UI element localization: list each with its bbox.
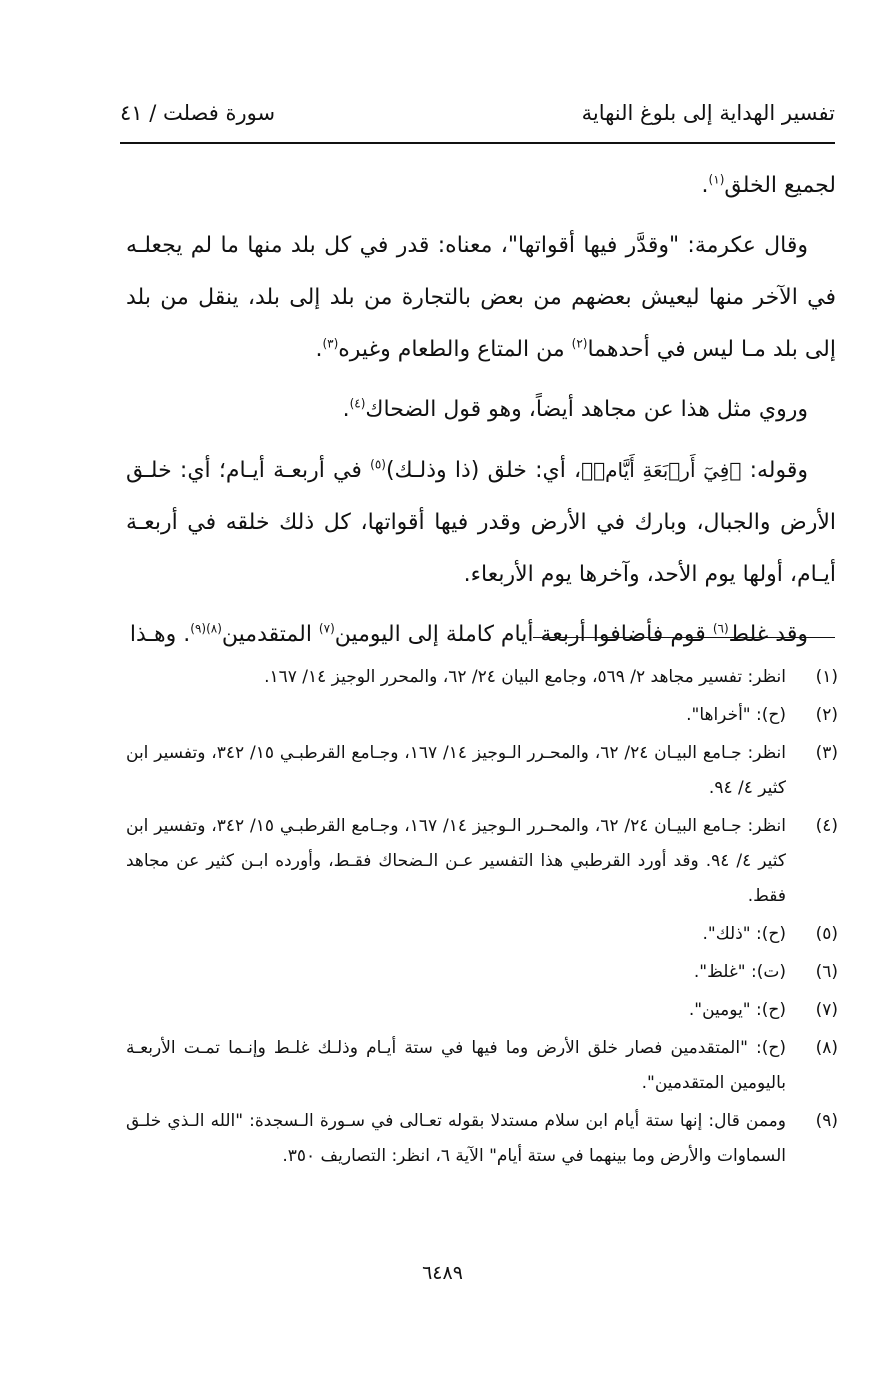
paragraph-2: وقال عكرمة: "وقدَّر فيها أقواتها"، معناه: قدر في كل بلد منها ما لم يجعلـه في الآخر منها ليعيش بعضهم من بعض بالتجارة من بلد إلى بلد، ينقل من بلد إلى بلد مـا ليس في أحدهما$^{(٢)}$ من المتاع والطعام وغيره$^{(٣)}$. [126,233,836,362]
footnote-6: (٦) (ت): "غلظ". [693,962,838,982]
footnote-ref: (١) [708,172,725,187]
footnotes [126,660,838,1177]
paragraph-4: وقوله: ﴿فِيٓ أَرۡبَعَةِ أَيَّامٖ﴾، أي: خلق (ذا وذلـك)$^{(٥)}$ في أربعـة أيـام؛ أي: خلـق الأرض والجبال، وبارك في الأرض وقدر فيها أقواتها، كل ذلك خلقه في أربعـة أيـام، أولها يوم الأحد، وآخرها يوم الأربعاء. [126,457,836,587]
paragraph-1: لجميع الخلق$^{(١)}$. [701,172,836,198]
footnote-ref: (٦) [712,621,729,636]
paragraph-3: وروي مثل هذا عن مجاهد أيضاً، وهو قول الضحاك$^{(٤)}$. [342,396,808,422]
footnote-1: (١) انظر: تفسير مجاهد ٢/ ٥٦٩، وجامع البيان ٢٤/ ٦٢، والمحرر الوجيز ١٤/ ١٦٧. [264,667,838,687]
footnote-ref: (٥) [370,457,386,472]
footnote-ref: (٣) [322,336,339,351]
running-header [120,98,835,128]
footnote-ref: (٤) [349,396,366,411]
surah-reference: سورة فصلت / ٤١ [120,101,276,125]
footnote-9: (٩) وممن قال: إنها ستة أيام ابن سلام مستدلا بقوله تعـالى في سـورة الـسجدة: "الله الـذي خلـق السماوات والأرض وما بينهما في ستة أيام" الآية ٦، انظر: التصاريف ٣٥٠. [126,1111,838,1166]
main-text [126,160,836,661]
footnote-3: (٣) انظر: جـامع البيـان ٢٤/ ٦٢، والمحـرر الـوجيز ١٤/ ١٦٧، وجـامع القرطبـي ١٥/ ٣٤٢، وتفسير ابن كثير ٤/ ٩٤. [126,743,838,798]
paragraph-5: وقد غلط$^{(٦)}$ قوم فأضافوا أربعة أيام كاملة إلى اليومين$^{(٧)}$ المتقدمين$^{(٨)(٩)}$. وهـذا [129,621,808,647]
page-number: ٦٤٨٩ [422,1262,463,1284]
footnote-5: (٥) (ح): "ذلك". [702,924,838,944]
header-rule [120,142,835,144]
footnote-ref: (٧) [318,621,335,636]
book-title: تفسير الهداية إلى بلوغ النهاية [581,101,835,125]
footnote-2: (٢) (ح): "أخراها". [686,705,838,725]
footnote-4: (٤) انظر: جـامع البيـان ٢٤/ ٦٢، والمحـرر الـوجيز ١٤/ ١٦٧، وجـامع القرطبـي ١٥/ ٣٤٢، وتفسير ابن كثير ٤/ ٩٤. وقد أورد القرطبي هذا التفسير عـن الـضحاك فقـط، وأورده ابـن كثير عن مجاهد فقط. [126,816,838,906]
footnote-ref: (٢) [571,336,588,351]
quran-quote: ﴿فِيٓ أَرۡبَعَةِ أَيَّامٖ﴾ [581,458,742,482]
footnote-8: (٨) (ح): "المتقدمين فصار خلق الأرض وما فيها في ستة أيـام وذلـك غلـط وإنـما تمـت الأربعـة باليومين المتقدمين". [126,1038,838,1093]
footnote-ref: (٨)(٩) [190,621,222,636]
footnote-7: (٧) (ح): "يومين". [688,1000,838,1020]
footnote-separator [533,637,835,638]
